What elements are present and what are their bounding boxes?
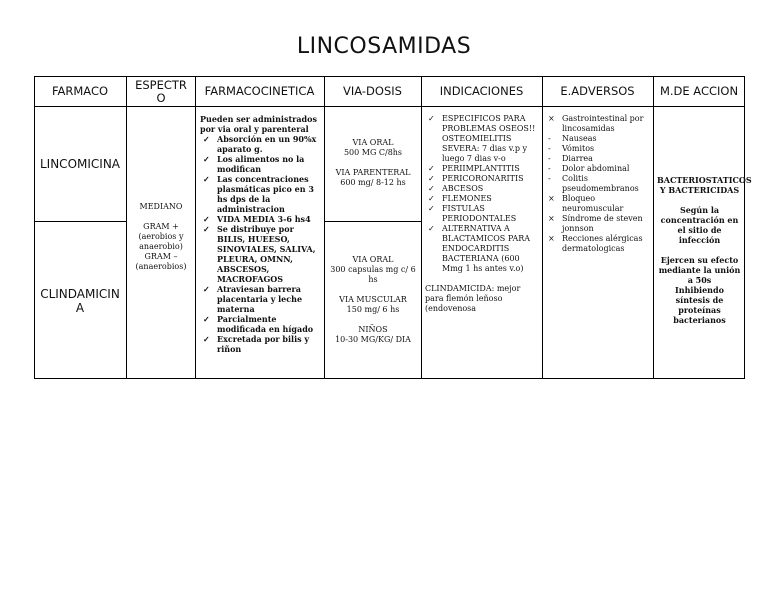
espectro-gram-pos: GRAM + — [143, 222, 179, 231]
list-item: ✓ Excretada por bilis y riñon — [203, 334, 310, 354]
check-icon: ✓ — [203, 214, 210, 224]
espectro-mediano: MEDIANO — [139, 202, 183, 211]
cross-icon: × — [548, 194, 555, 203]
adversos-list — [545, 114, 651, 254]
page-title: LINCOSAMIDAS — [296, 34, 472, 59]
ninos-label: NIÑOS — [358, 325, 388, 334]
check-icon: ✓ — [203, 284, 210, 294]
list-item: ✓ Absorción en un 90%x aparato g. — [203, 134, 317, 154]
header-indicaciones: INDICACIONES — [439, 84, 524, 98]
check-icon: ✓ — [428, 184, 435, 193]
list-item: ✓ PERICORONARITIS — [428, 174, 524, 183]
espectro-gram-pos-detail: (aerobios y anaerobio) — [138, 232, 184, 251]
check-icon: ✓ — [203, 174, 210, 184]
list-item: ✓ ALTERNATIVA A BLACTAMICOS PARA ENDOCARDITIS BACTERIANA (600 Mmg 1 hs antes v.o) — [428, 224, 531, 273]
via-oral-label: VIA ORAL — [352, 255, 394, 264]
via-dosis-lincomicina — [328, 138, 418, 188]
list-item: × Gastrointestinal por lincosamidas — [548, 114, 644, 133]
drug-clindamicina: CLINDAMICINA — [40, 286, 120, 315]
drug-lincomicina: LINCOMICINA — [39, 157, 121, 171]
dash-icon: - — [548, 134, 551, 143]
indicaciones-list — [425, 114, 539, 274]
list-item: - Nauseas — [548, 134, 597, 143]
list-item: × Bloqueo neuromuscular — [548, 194, 624, 213]
espectro-cell — [127, 202, 195, 272]
check-icon: ✓ — [428, 114, 435, 123]
accion-type: BACTERIOSTATICOS Y BACTERICIDAS — [657, 175, 752, 195]
header-farmacocinetica: FARMACOCINETICA — [204, 84, 315, 98]
row-divider — [324, 221, 422, 222]
indicaciones-cell — [425, 114, 539, 314]
list-item: ✓ Atraviesan barrera placentaria y leche materna — [203, 284, 303, 314]
accion-binding: Ejercen su efecto mediante la unión a 50s — [658, 255, 741, 285]
via-oral-dose: 300 capsulas mg c/ 6 hs — [330, 265, 416, 284]
header-adversos: E.ADVERSOS — [560, 84, 635, 98]
indicaciones-note: CLINDAMICIDA: mejor para flemón leñoso (endovenosa — [425, 284, 521, 313]
list-item: ✓ FLEMONES — [428, 194, 492, 203]
via-oral-dose: 500 MG C/8hs — [343, 148, 403, 157]
list-item: ✓ Se distribuye por BILIS, HUEESO, SINOVIALES, SALIVA, PLEURA, OMNN, ABSCESOS, MACROFAGOS — [203, 224, 316, 284]
via-oral-label: VIA ORAL — [352, 138, 394, 147]
col-divider — [542, 76, 543, 379]
check-icon: ✓ — [428, 194, 435, 203]
col-divider — [195, 76, 196, 379]
list-item: ✓ FISTULAS PERIODONTALES — [428, 204, 517, 223]
farmacocinetica-cell — [200, 114, 322, 354]
dash-icon: - — [548, 174, 551, 183]
dash-icon: - — [548, 144, 551, 153]
check-icon: ✓ — [428, 224, 435, 233]
list-item: ✓ ESPECIFICOS PARA PROBLEMAS OSEOS!! OSTEOMIELITIS SEVERA: 7 dias v.p y luego 7 dias v-o — [428, 114, 536, 163]
col-divider — [653, 76, 654, 379]
adversos-cell — [545, 114, 651, 254]
list-item: ✓ Los alimentos no la modifican — [203, 154, 305, 174]
list-item: - Colitis pseudomembranos — [548, 174, 639, 193]
ninos-dose: 10-30 MG/KG/ DIA — [335, 335, 411, 344]
espectro-gram-neg-detail: (anaerobios) — [135, 262, 187, 271]
header-espectro: ESPECTRO — [135, 77, 187, 105]
check-icon: ✓ — [203, 224, 210, 234]
col-divider — [324, 76, 325, 379]
dash-icon: - — [548, 154, 551, 163]
check-icon: ✓ — [203, 314, 210, 324]
espectro-gram-neg: GRAM – — [144, 252, 178, 261]
header-farmaco: FARMACO — [51, 84, 109, 98]
list-item: - Vómitos — [548, 144, 595, 153]
header-via-dosis: VIA-DOSIS — [343, 84, 402, 98]
dash-icon: - — [548, 164, 551, 173]
header-accion: M.DE ACCION — [659, 84, 739, 98]
cross-icon: × — [548, 214, 555, 223]
farmacocinetica-list — [200, 134, 322, 354]
check-icon: ✓ — [428, 204, 435, 213]
lincosamidas-table — [34, 76, 752, 379]
list-item: × Síndrome de steven jonnson — [548, 214, 643, 233]
via-muscular-dose: 150 mg/ 6 hs — [346, 305, 400, 314]
list-item: ✓ PERIIMPLANTITIS — [428, 164, 520, 173]
list-item: ✓ Las concentraciones plasmáticas pico en 3 hs dps de la administracion — [203, 174, 314, 214]
farmacocinetica-intro: Pueden ser administrados por via oral y parenteral — [200, 114, 317, 134]
via-muscular-label: VIA MUSCULAR — [339, 295, 407, 304]
list-item: ✓ ABCESOS — [428, 184, 484, 193]
check-icon: ✓ — [203, 154, 210, 164]
accion-concentration: Según la concentración en el sitio de infección — [660, 205, 739, 245]
check-icon: ✓ — [203, 134, 210, 144]
cross-icon: × — [548, 234, 555, 243]
list-item: - Dolor abdominal — [548, 164, 630, 173]
via-dosis-clindamicina — [328, 255, 418, 345]
list-item: ✓ VIDA MEDIA 3-6 hs4 — [203, 214, 311, 224]
col-divider — [421, 76, 422, 379]
accion-inhibition: Inhibiendo síntesis de proteínas bacterianos — [673, 285, 726, 325]
check-icon: ✓ — [203, 334, 210, 344]
check-icon: ✓ — [428, 164, 435, 173]
list-item: ✓ Parcialmente modificada en hígado — [203, 314, 314, 334]
accion-cell — [657, 175, 752, 325]
list-item: × Recciones alérgicas dermatologicas — [548, 234, 643, 253]
check-icon: ✓ — [428, 174, 435, 183]
via-parenteral: VIA PARENTERAL 600 mg/ 8-12 hs — [335, 168, 411, 187]
cross-icon: × — [548, 114, 555, 123]
list-item: - Diarrea — [548, 154, 593, 163]
